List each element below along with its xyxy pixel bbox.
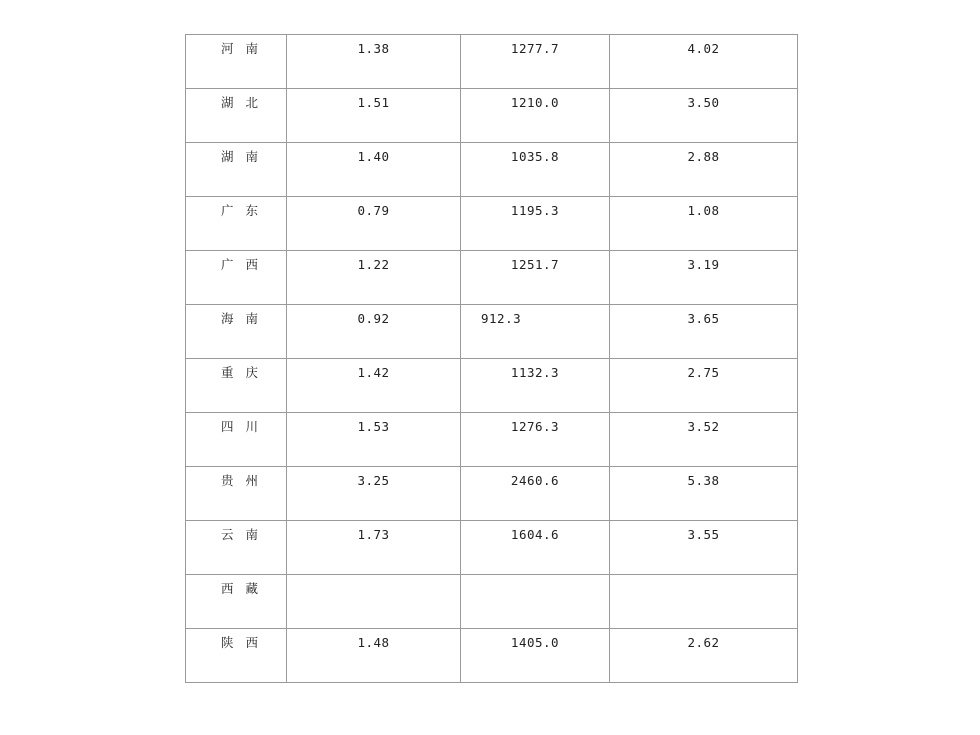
- province-cell: 贵 州: [186, 467, 287, 521]
- table-row: [186, 629, 798, 683]
- province-cell: 陕 西: [186, 629, 287, 683]
- value2-cell: 1276.3: [461, 413, 610, 467]
- value1-cell: 0.79: [287, 197, 461, 251]
- province-cell: 河 南: [186, 35, 287, 89]
- value3-cell: 3.50: [610, 89, 798, 143]
- value1-cell: 1.38: [287, 35, 461, 89]
- value2-cell: 1195.3: [461, 197, 610, 251]
- value3-cell: 3.55: [610, 521, 798, 575]
- value2-cell: 1035.8: [461, 143, 610, 197]
- value1-cell: 0.92: [287, 305, 461, 359]
- value2-cell: 912.3: [461, 305, 610, 359]
- province-cell: 云 南: [186, 521, 287, 575]
- value1-cell: [287, 575, 461, 629]
- value2-cell: 1132.3: [461, 359, 610, 413]
- value3-cell: 5.38: [610, 467, 798, 521]
- table-row: [186, 575, 798, 629]
- value2-cell: 1604.6: [461, 521, 610, 575]
- table-row: [186, 305, 798, 359]
- table-row: [186, 521, 798, 575]
- value1-cell: 1.51: [287, 89, 461, 143]
- province-cell: 海 南: [186, 305, 287, 359]
- province-cell: 重 庆: [186, 359, 287, 413]
- table-row: [186, 413, 798, 467]
- value3-cell: 3.52: [610, 413, 798, 467]
- value2-cell: 1405.0: [461, 629, 610, 683]
- value3-cell: 4.02: [610, 35, 798, 89]
- table-row: [186, 359, 798, 413]
- value1-cell: 1.22: [287, 251, 461, 305]
- province-cell: 广 东: [186, 197, 287, 251]
- value2-cell: 1251.7: [461, 251, 610, 305]
- value3-cell: 2.75: [610, 359, 798, 413]
- value1-cell: 1.40: [287, 143, 461, 197]
- value3-cell: 2.62: [610, 629, 798, 683]
- value1-cell: 3.25: [287, 467, 461, 521]
- table-row: [186, 251, 798, 305]
- value3-cell: [610, 575, 798, 629]
- value2-cell: 2460.6: [461, 467, 610, 521]
- table-row: [186, 143, 798, 197]
- table-row: [186, 197, 798, 251]
- value1-cell: 1.42: [287, 359, 461, 413]
- table-row: [186, 89, 798, 143]
- value3-cell: 2.88: [610, 143, 798, 197]
- value2-cell: [461, 575, 610, 629]
- province-cell: 西 藏: [186, 575, 287, 629]
- province-cell: 湖 南: [186, 143, 287, 197]
- value3-cell: 3.19: [610, 251, 798, 305]
- province-cell: 湖 北: [186, 89, 287, 143]
- value2-cell: 1277.7: [461, 35, 610, 89]
- province-cell: 四 川: [186, 413, 287, 467]
- value2-cell: 1210.0: [461, 89, 610, 143]
- value3-cell: 1.08: [610, 197, 798, 251]
- value1-cell: 1.53: [287, 413, 461, 467]
- value1-cell: 1.48: [287, 629, 461, 683]
- data-table: [185, 34, 798, 683]
- table-row: [186, 467, 798, 521]
- value1-cell: 1.73: [287, 521, 461, 575]
- province-cell: 广 西: [186, 251, 287, 305]
- table-row: [186, 35, 798, 89]
- value3-cell: 3.65: [610, 305, 798, 359]
